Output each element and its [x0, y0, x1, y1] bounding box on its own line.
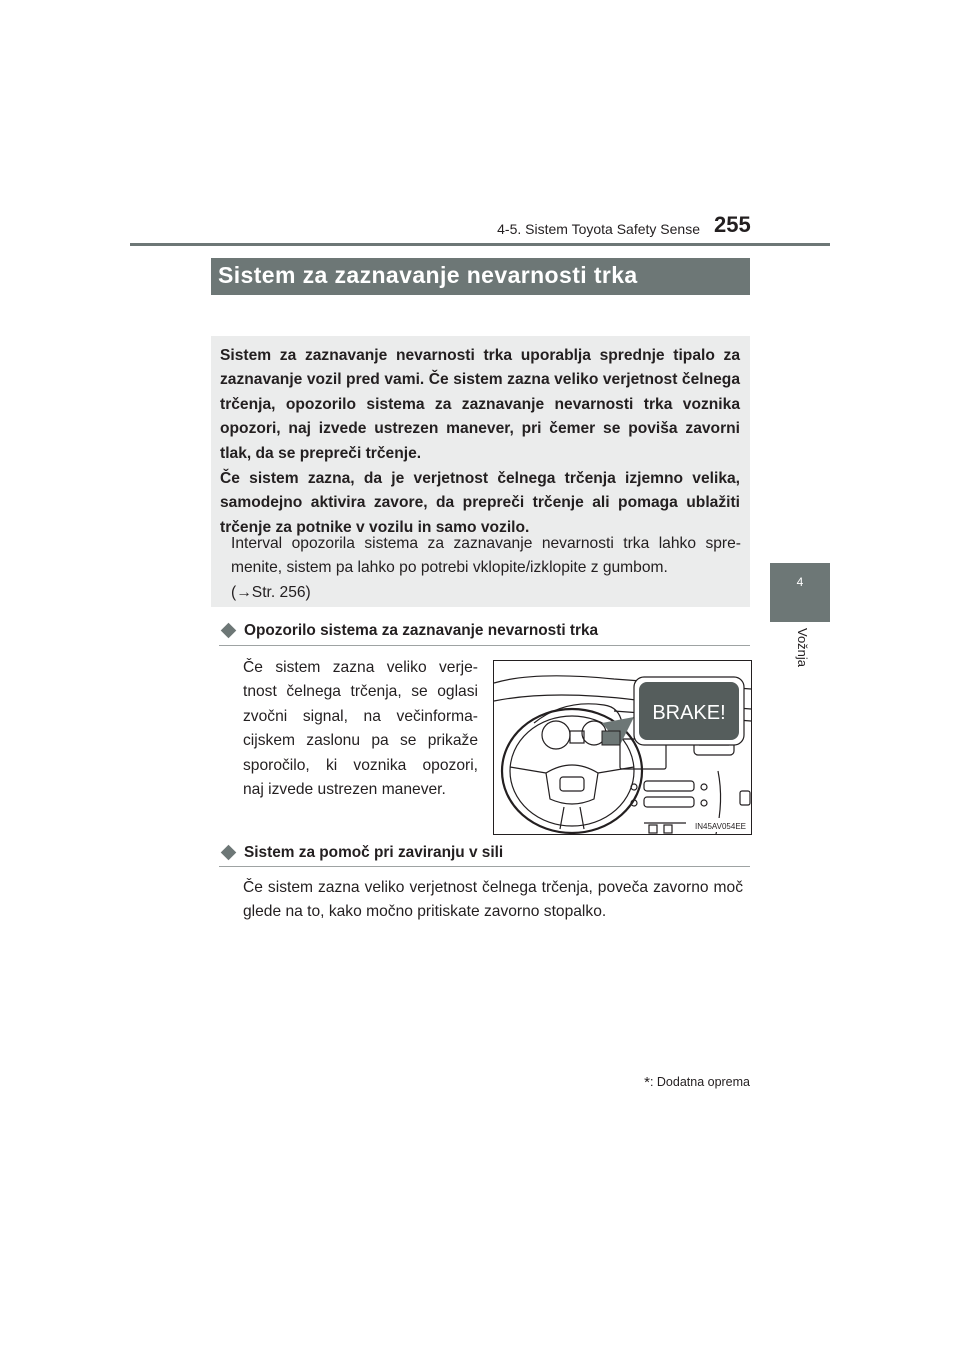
reference-arrow: → [236, 583, 252, 601]
intro-paragraph-2: Če sistem zazna, da je verjetnost čelnega trčenja izjemno velika, samodejno aktivira zavore, da prepreči trčenje ali pomaga ublažiti trčenje za potnike v vozilu in samo vozilo. [220, 470, 740, 536]
collision-warning-line: zvočni signal, na večinforma- [243, 707, 478, 725]
chapter-tab-number: 4 [796, 575, 804, 589]
intro-note: Interval opozorila sistema za zaznavanje nevarnosti trka lahko spremenite, sistem pa lahko po potrebi vklopite/izklopite z gumbom. (→Str. 256) [231, 535, 741, 601]
dashboard-illustration [493, 660, 752, 835]
diamond-bullet-icon [221, 845, 237, 861]
intro-note-text: Interval opozorila sistema za zaznavanje nevarnosti trka lahko spremenite, sistem pa lahko po potrebi vklopite/izklopite z gumbom. [231, 535, 741, 577]
brake-warning-text: BRAKE! [652, 702, 726, 724]
intro-box [211, 336, 750, 607]
subheading-brake-assist-text: Sistem za pomoč pri zaviranju v sili [244, 844, 504, 861]
subheading-brake-assist [219, 844, 750, 862]
title-asterisk: * [280, 296, 286, 310]
subheading-collision-warning [219, 622, 750, 640]
subheading-rule [219, 645, 750, 646]
collision-warning-line: sporočilo, ki voznika opozori, [243, 756, 478, 774]
footnote [560, 1074, 750, 1091]
section-title [218, 261, 638, 289]
section-title-banner [211, 258, 750, 321]
subheading-rule [219, 866, 750, 867]
dashboard-drawing [494, 661, 751, 834]
chapter-tab-label: Vožnja [795, 628, 810, 668]
page-reference-link[interactable]: Str. 256 [251, 583, 306, 601]
brake-assist-text: Če sistem zazna veliko verjetnost čelnega trčenja, poveča zavorno moč glede na to, kako močno pritiskate zavorno stopalko. [243, 879, 743, 921]
collision-warning-line: naj izvede ustrezen manever. [243, 781, 446, 799]
intro-paragraph-1: Sistem za zaznavanje nevarnosti trka uporablja sprednje tipalo za zaznavanje vozil pred vami. Če sistem zazna veliko verjetnost čelnega trčenja, opozorilo sistema za zaznavanje nevarnosti trka voznika opozori, naj izvede ustrezen manever, pri čemer se poviša zavorni tlak, da se prepreči trčenje. [220, 347, 740, 462]
collision-warning-text [243, 656, 478, 802]
footnote-text: : Dodatna oprema [649, 1075, 750, 1089]
page-number: 255 [714, 212, 751, 237]
chapter-tab [770, 563, 830, 622]
collision-warning-line: cijskem zaslonu pa se prikaže [243, 732, 478, 750]
footnote-asterisk: * [644, 1074, 650, 1091]
running-header-section: 4-5. Sistem Toyota Safety Sense [497, 221, 700, 237]
section-title-continued [218, 289, 285, 322]
section-title-line2: (PCS) [218, 294, 281, 321]
diamond-bullet-icon [221, 623, 237, 639]
collision-warning-line: Če sistem zazna veliko verje- [243, 659, 478, 676]
header-rule [130, 243, 830, 246]
collision-warning-line: tnost čelnega trčenja, se oglasi [243, 683, 478, 701]
subheading-collision-warning-text: Opozorilo sistema za zaznavanje nevarnosti trka [244, 622, 599, 639]
section-title-line1: Sistem za zaznavanje nevarnosti trka [218, 262, 638, 288]
figure-code: IN45AV054EE [695, 822, 746, 831]
